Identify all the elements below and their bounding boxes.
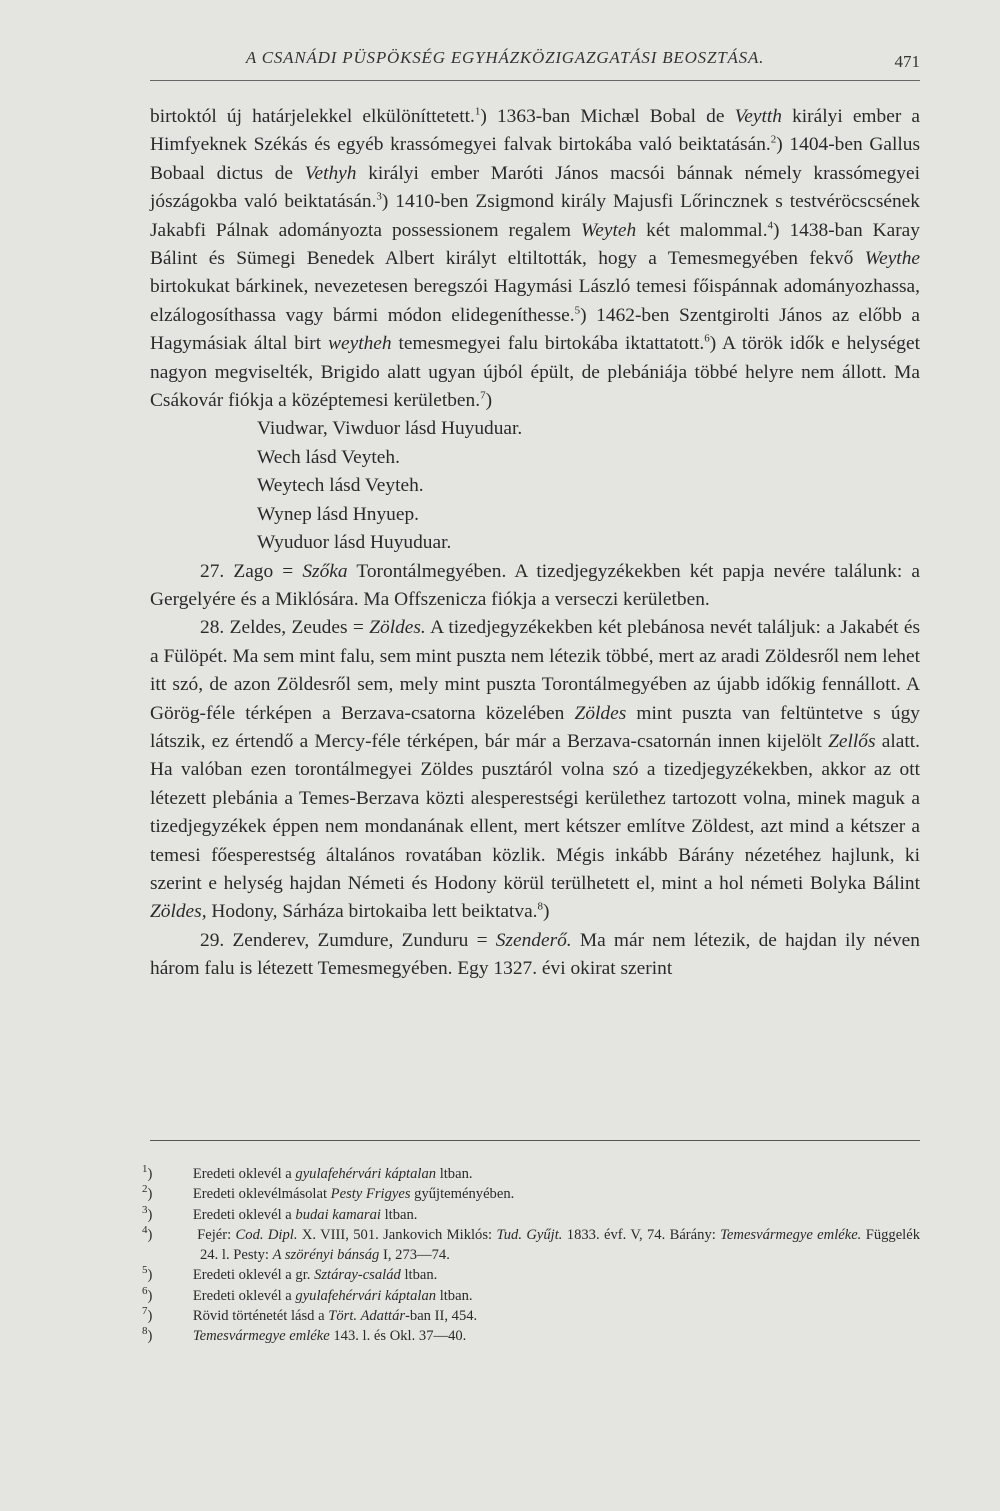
text-run: Fejér: bbox=[197, 1226, 236, 1243]
italic-text: Pesty Frigyes bbox=[330, 1186, 411, 1203]
header-rule bbox=[150, 80, 920, 81]
footnote-number: 3 bbox=[142, 1203, 148, 1216]
cross-reference bbox=[257, 529, 920, 557]
page-number: 471 bbox=[894, 52, 920, 71]
footnote-number: 4 bbox=[142, 1224, 148, 1237]
italic-text: weytheh bbox=[328, 333, 392, 355]
italic-text: Zellős bbox=[828, 730, 876, 752]
footnote-ref: 4 bbox=[767, 219, 774, 232]
italic-text: Szenderő. bbox=[495, 929, 572, 951]
text-run: 1833. évf. V, 74. Bárány: bbox=[562, 1226, 721, 1243]
text-run: ) 1410-ben Zsigmond király Majusfi Lőrincznek s testvéröcscsének Jakabfi Pálnak adományozta possessionem regalem bbox=[150, 191, 920, 241]
text-run: 29. Zenderev, Zumdure, Zunduru = bbox=[200, 929, 496, 951]
footnote-number: 8 bbox=[142, 1325, 148, 1338]
footnote-ref: 1 bbox=[474, 105, 481, 118]
text-run: Ma már nem létezik, de hajdan ily néven három falu is létezett Temesmegyében. Egy 1327. évi okirat szerint bbox=[150, 929, 920, 980]
footnote: $^2$) Eredeti oklevélmásolat Pesty Frigyes gyűjteményében. bbox=[142, 1183, 515, 1203]
text-run: alatt. Ha valóban ezen torontálmegyei Zöldes pusztáról volna szó a tizedjegyzékekben, akkor az ott létezett plebánia a Temes-Berzava közti alesperestségi kerülethez tartozott volna, minek maguk a tizedjegyzékek éppen nem mondanának ellent, mert kétszer említve Zöldest, azt mind a kétszer a temesi főesperestség általános rovatában közlik. Mégis inkább Bárány nézetéhez hajlunk, ki szerint e helység hajdan Németi és Hodony körül terülhetett el, mint a hol németi Bolyka Bálint bbox=[150, 730, 921, 894]
italic-text: Zöldes, bbox=[150, 901, 207, 923]
footnote-ref: 2 bbox=[770, 133, 777, 146]
text-run: ) A török idők e helységet nagyon megviselték, Brigido alatt ugyan újból épült, de plebániája többé helyre nem állott. Ma Csákovár fiókja a középtemesi kerületben. bbox=[150, 333, 920, 412]
italic-text: Weythe bbox=[864, 248, 920, 270]
italic-text: Temesvármegye emléke. bbox=[720, 1226, 862, 1243]
italic-text: Vethyh bbox=[304, 162, 357, 184]
text-run: ltban. bbox=[436, 1287, 473, 1304]
footnote: $^5$) Eredeti oklevél a gr. Sztáray-család ltban. bbox=[142, 1264, 438, 1284]
italic-text: Veytth bbox=[734, 106, 782, 127]
text-run: I, 273—74. bbox=[379, 1247, 450, 1264]
text-run: ) 1438-ban Karay Bálint és Sümegi Benedek Albert királyt eltiltották, hogy a Temesmegyében fekvő bbox=[150, 219, 920, 270]
text-run: birtoktól új határjelekkel elkülöníttetett. bbox=[150, 106, 475, 127]
text-run: Wyuduor lásd Huyuduar. bbox=[257, 532, 452, 554]
italic-text: Zöldes. bbox=[369, 617, 426, 639]
text-run: Wynep lásd Hnyuep. bbox=[257, 503, 419, 525]
text-run: Torontálmegyében. A tizedjegyzékekben két papja nevére találunk: a Gergelyére és a Miklósára. Ma Offszenicza fiókja a verseczi kerületben. bbox=[150, 560, 920, 610]
text-run: 27. Zago = bbox=[200, 560, 303, 582]
text-run: ) 1462-ben Szentgirolti János az előbb a Hagymásiak által birt bbox=[150, 304, 920, 355]
footnote-ref: 6 bbox=[704, 332, 710, 345]
cross-reference bbox=[257, 444, 920, 472]
italic-text: Cod. Dipl. bbox=[235, 1226, 298, 1243]
footnote: $^3$) Eredeti oklevél a budai kamarai ltban. bbox=[142, 1203, 418, 1223]
text-run: Weytech lásd Veyteh. bbox=[257, 475, 424, 497]
text-run: ltban. bbox=[436, 1166, 473, 1182]
footnote: $^7$) Rövid történetét lásd a Tört. Adattár-ban II, 454. bbox=[142, 1305, 478, 1325]
footnote-number: 5 bbox=[142, 1264, 148, 1277]
text-run: Eredeti oklevél a bbox=[192, 1166, 296, 1182]
italic-text: Zöldes bbox=[574, 702, 627, 724]
body-text bbox=[150, 103, 920, 984]
text-run: temesmegyei falu birtokába iktattatott. bbox=[391, 333, 705, 355]
text-run: gyűjteményében. bbox=[410, 1186, 515, 1203]
footnote-ref: 5 bbox=[574, 304, 581, 317]
italic-text: Weyteh bbox=[580, 219, 637, 241]
text-run: ltban. bbox=[380, 1206, 418, 1223]
footnote-ref: 7 bbox=[480, 389, 486, 402]
text-run: Viudwar, Viwduor lásd Huyuduar. bbox=[257, 418, 523, 440]
text-run: Eredeti oklevél a gr. bbox=[192, 1267, 315, 1284]
cross-reference bbox=[257, 472, 920, 500]
text-run: Hodony, Sárháza birtokaiba lett beiktatva. bbox=[206, 901, 538, 923]
text-run: Eredeti oklevélmásolat bbox=[192, 1186, 331, 1203]
text-run: birtokukat bárkinek, nevezetesen beregszói Hagymási László temesi főispánnak adományozhassa, elzálogosíthassa vagy bármi módon elidegeníthesse. bbox=[150, 276, 920, 326]
paragraph bbox=[150, 558, 920, 615]
italic-text: Tört. Adattár bbox=[328, 1308, 406, 1325]
footnote-ref: 3 bbox=[376, 190, 382, 203]
footnote-rule bbox=[150, 1140, 920, 1141]
italic-text: A szörényi bánság bbox=[272, 1247, 380, 1264]
cross-reference bbox=[257, 501, 920, 529]
footnote-number: 6 bbox=[142, 1284, 148, 1297]
footnote: $^6$) Eredeti oklevél a gyulafehérvári káptalan ltban. bbox=[142, 1284, 473, 1304]
text-run: ) bbox=[543, 901, 550, 923]
italic-text: budai kamarai bbox=[295, 1206, 381, 1223]
footnote-number: 2 bbox=[142, 1183, 148, 1196]
running-title: A CSANÁDI PÜSPÖKSÉG EGYHÁZKÖZIGAZGATÁSI BEOSZTÁSA. bbox=[245, 48, 765, 67]
text-run: -ban II, 454. bbox=[405, 1308, 478, 1325]
italic-text: gyulafehérvári káptalan bbox=[295, 1166, 437, 1182]
footnote-ref: 8 bbox=[537, 900, 544, 913]
text-run: ) bbox=[485, 390, 493, 412]
text-run: két malommal. bbox=[636, 219, 768, 241]
italic-text: Szőka bbox=[302, 560, 348, 582]
text-run: mint puszta van feltüntetve s úgy látszik, ez értendő a Mercy-féle térképen, bár már a Berzava-csatornán innen kijelölt bbox=[150, 702, 921, 752]
paragraph bbox=[150, 927, 920, 984]
footnote-number: 7 bbox=[142, 1305, 148, 1318]
italic-text: Sztáray-család bbox=[314, 1267, 401, 1284]
italic-text: gyulafehérvári káptalan bbox=[295, 1287, 437, 1304]
footnote: $^4$) Fejér: Cod. Dipl. X. VIII, 501. Jankovich Miklós: Tud. Gyűjt. 1833. évf. V, 74. Bárány: Temesvármegye emléke. Függelék 24. l. Pesty: A szörényi bánság I, 273—74. bbox=[142, 1224, 921, 1264]
italic-text: Temesvármegye emléke bbox=[192, 1328, 330, 1345]
text-run: ltban. bbox=[400, 1267, 438, 1284]
text-run: ) 1404-ben Gallus Bobaal dictus de bbox=[150, 134, 921, 184]
text-run: királyi ember a Himfyeknek Székás és egyéb krassómegyei falvak birtokába való beiktatásán. bbox=[150, 106, 920, 156]
italic-text: Tud. Gyűjt. bbox=[496, 1226, 563, 1243]
text-run: A tizedjegyzékekben két plebánosa nevét találjuk: a Jakabét és a Fülöpét. Ma sem mint falu, sem mint puszta nem létezik többé, mert az aradi Zöldesről nem lehet itt szó, de azon Zöldesről sem, mely mint puszta Torontálmegyében az újabb időkig fennállott. A Görög-féle térképen a Berzava-csatorna közelében bbox=[150, 617, 920, 724]
text-run: Wech lásd Veyteh. bbox=[257, 446, 400, 468]
text-run: Eredeti oklevél a bbox=[192, 1206, 296, 1223]
footnote: $^8$) Temesvármegye emléke 143. l. és Okl. 37—40. bbox=[142, 1325, 467, 1345]
text-run: 28. Zeldes, Zeudes = bbox=[200, 617, 370, 639]
footnotes bbox=[142, 1163, 921, 1347]
text-run: Függelék 24. l. Pesty: bbox=[200, 1226, 921, 1264]
footnote-number: 1 bbox=[142, 1163, 148, 1176]
footnote: $^1$) Eredeti oklevél a gyulafehérvári káptalan ltban. bbox=[142, 1163, 473, 1182]
text-run: ) 1363-ban Michæl Bobal de bbox=[480, 106, 735, 127]
text-run: Rövid történetét lásd a bbox=[192, 1308, 329, 1325]
cross-reference bbox=[257, 415, 920, 443]
text-run: 143. l. és Okl. 37—40. bbox=[329, 1328, 467, 1345]
paragraph bbox=[150, 614, 920, 926]
text-run: királyi ember Maróti János macsói bánnak némely krassómegyei jószágokba való beiktatásán. bbox=[150, 162, 920, 213]
text-run: X. VIII, 501. Jankovich Miklós: bbox=[297, 1226, 497, 1243]
running-head bbox=[150, 46, 920, 76]
text-run: Eredeti oklevél a bbox=[192, 1287, 296, 1304]
paragraph bbox=[150, 103, 920, 415]
